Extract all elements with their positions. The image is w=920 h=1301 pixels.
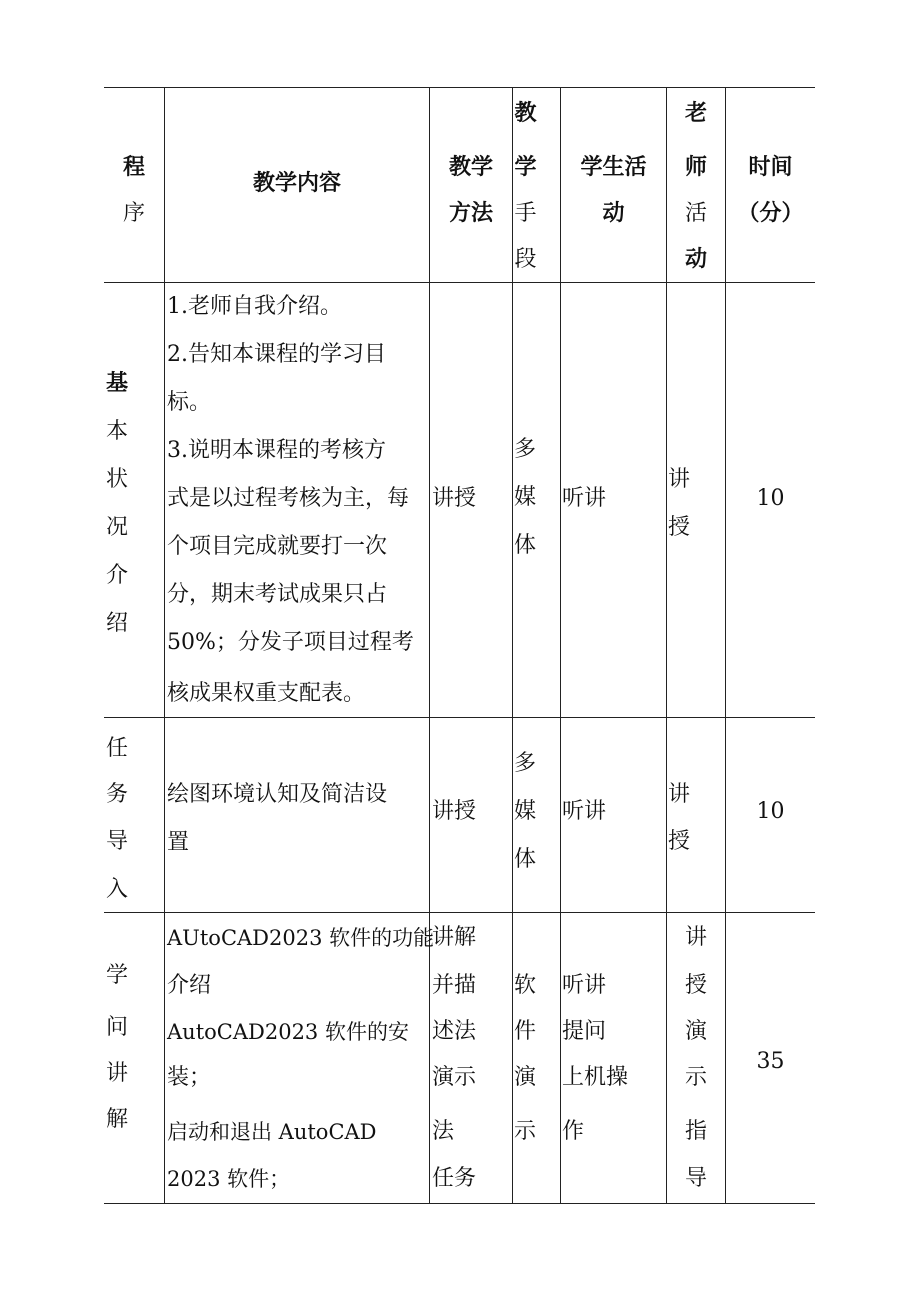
row2-procedure-2: 务 bbox=[106, 782, 129, 807]
row1-bottom-border bbox=[104, 717, 815, 718]
row3-method-2: 并描 bbox=[432, 973, 477, 998]
header-teacher-activity-4: 动 bbox=[684, 247, 707, 272]
row1-content-line-6: 个项目完成就要打一次 bbox=[167, 534, 388, 559]
row3-means-3: 演 bbox=[514, 1065, 537, 1090]
header-student-activity-2: 动 bbox=[602, 201, 625, 226]
row1-procedure-3: 状 bbox=[106, 467, 129, 492]
col-divider-2 bbox=[429, 87, 430, 1204]
row3-content-line-6: 2023 软件； bbox=[167, 1167, 291, 1191]
table-bottom-border bbox=[104, 1203, 815, 1204]
row3-procedure-3: 讲 bbox=[106, 1061, 129, 1086]
row1-procedure-1: 基 bbox=[106, 371, 129, 396]
row1-procedure-5: 介 bbox=[106, 563, 129, 588]
header-teacher-activity-1: 老 bbox=[684, 101, 707, 126]
row1-teacher-activity-2: 授 bbox=[668, 515, 691, 540]
row3-teacher-activity-5: 指 bbox=[684, 1119, 707, 1144]
header-teacher-activity-3: 活 bbox=[684, 201, 707, 226]
row1-teacher-activity-1: 讲 bbox=[668, 467, 691, 492]
row2-method: 讲授 bbox=[432, 799, 477, 824]
row3-content-line-2: 介绍 bbox=[167, 973, 212, 998]
row1-procedure-6: 绍 bbox=[106, 611, 129, 636]
row1-content-line-8: 50%；分发子项目过程考 bbox=[167, 630, 414, 655]
row2-time: 10 bbox=[756, 799, 785, 824]
row3-means-4: 示 bbox=[514, 1119, 537, 1144]
row1-procedure-4: 况 bbox=[106, 515, 129, 540]
table-top-border bbox=[104, 87, 815, 88]
row2-means-2: 媒 bbox=[514, 799, 537, 824]
col-divider-4 bbox=[560, 87, 561, 1204]
row1-content-line-7: 分，期末考试成果只占 bbox=[167, 582, 388, 607]
header-teacher-activity-2: 师 bbox=[684, 155, 707, 180]
row1-content-line-4: 3.说明本课程的考核方 bbox=[167, 438, 386, 463]
row1-content-line-1: 1.老师自我介绍。 bbox=[167, 294, 342, 319]
header-means-3: 手 bbox=[514, 201, 537, 226]
row1-student-activity: 听讲 bbox=[562, 486, 607, 511]
row3-student-activity-2: 提问 bbox=[562, 1019, 607, 1044]
header-time-2: （分） bbox=[737, 201, 804, 226]
row3-content-line-3: AutoCAD2023 软件的安 bbox=[167, 1020, 409, 1044]
header-student-activity-1: 学生活 bbox=[580, 155, 647, 180]
row1-time: 10 bbox=[756, 486, 785, 511]
row3-method-6: 任务 bbox=[432, 1166, 477, 1191]
row3-content-line-5: 启动和退出 AutoCAD bbox=[167, 1120, 377, 1144]
header-bottom-border bbox=[104, 282, 815, 283]
row3-teacher-activity-3: 演 bbox=[684, 1019, 707, 1044]
header-method-2: 方法 bbox=[448, 201, 493, 226]
row3-method-1: 讲解 bbox=[432, 925, 477, 950]
row3-teacher-activity-6: 导 bbox=[684, 1166, 707, 1191]
row2-student-activity: 听讲 bbox=[562, 799, 607, 824]
col-divider-1 bbox=[164, 87, 165, 1204]
header-procedure-2: 序 bbox=[122, 201, 145, 226]
row2-procedure-3: 导 bbox=[106, 829, 129, 854]
row1-means-3: 体 bbox=[514, 533, 537, 558]
row3-teacher-activity-1: 讲 bbox=[684, 925, 707, 950]
row2-procedure-1: 任 bbox=[106, 736, 129, 761]
header-content: 教学内容 bbox=[252, 171, 341, 196]
row2-means-1: 多 bbox=[514, 751, 537, 776]
row3-means-2: 件 bbox=[514, 1019, 537, 1044]
row2-content-line-2: 置 bbox=[167, 830, 190, 855]
header-method-1: 教学 bbox=[448, 155, 493, 180]
row1-means-2: 媒 bbox=[514, 485, 537, 510]
row3-method-5: 法 bbox=[432, 1119, 455, 1144]
row2-teacher-activity-1: 讲 bbox=[668, 782, 691, 807]
row3-time: 35 bbox=[756, 1049, 785, 1074]
row3-student-activity-4: 作 bbox=[562, 1119, 585, 1144]
row3-means-1: 软 bbox=[514, 973, 537, 998]
row1-method: 讲授 bbox=[432, 486, 477, 511]
row3-teacher-activity-2: 授 bbox=[684, 973, 707, 998]
row1-content-line-5: 式是以过程考核为主，每 bbox=[167, 486, 410, 511]
row1-procedure-2: 本 bbox=[106, 419, 129, 444]
row3-content-line-4: 装； bbox=[167, 1065, 212, 1090]
row3-student-activity-1: 听讲 bbox=[562, 973, 607, 998]
row2-content-line-1: 绘图环境认知及简洁设 bbox=[167, 782, 388, 807]
row1-content-line-2: 2.告知本课程的学习目 bbox=[167, 342, 386, 367]
row3-procedure-2: 问 bbox=[106, 1015, 129, 1040]
header-time-1: 时间 bbox=[748, 155, 793, 180]
row2-procedure-4: 入 bbox=[106, 877, 129, 902]
row3-student-activity-3: 上机操 bbox=[562, 1065, 629, 1090]
header-means-1: 教 bbox=[514, 101, 537, 126]
row3-content-line-1: AUtoCAD2023 软件的功能 bbox=[167, 926, 435, 950]
row3-method-3: 述法 bbox=[432, 1019, 477, 1044]
row3-teacher-activity-4: 示 bbox=[684, 1065, 707, 1090]
col-divider-6 bbox=[725, 87, 726, 1204]
row1-content-line-3: 标。 bbox=[167, 390, 212, 415]
header-means-2: 学 bbox=[514, 155, 537, 180]
row3-procedure-1: 学 bbox=[106, 963, 129, 988]
header-procedure-1: 程 bbox=[122, 155, 145, 180]
row2-teacher-activity-2: 授 bbox=[668, 829, 691, 854]
row1-means-1: 多 bbox=[514, 437, 537, 462]
row3-method-4: 演示 bbox=[432, 1065, 477, 1090]
row1-content-line-9: 核成果权重支配表。 bbox=[167, 681, 366, 706]
row2-means-3: 体 bbox=[514, 847, 537, 872]
header-means-4: 段 bbox=[514, 247, 537, 272]
row2-bottom-border bbox=[104, 912, 815, 913]
row3-procedure-4: 解 bbox=[106, 1107, 129, 1132]
